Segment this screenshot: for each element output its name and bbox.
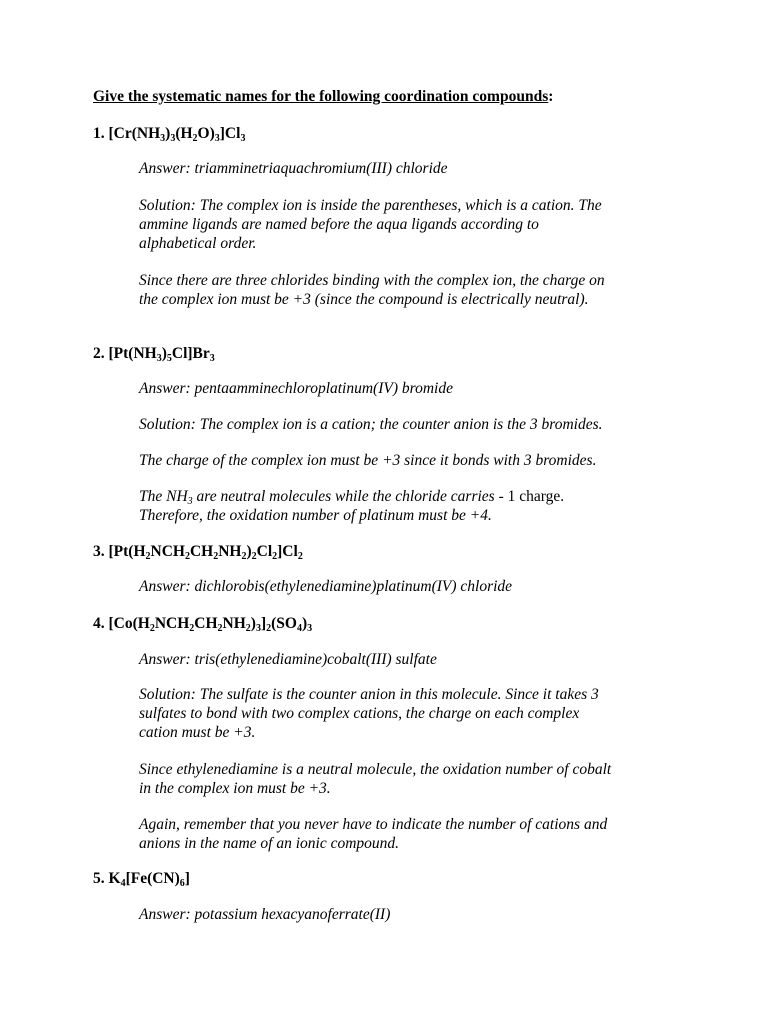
- formula-subscript: 3: [255, 623, 261, 634]
- formula-text: NH: [222, 615, 246, 632]
- formula-text: ]: [260, 615, 267, 632]
- question-2-solution: Solution: The complex ion is a cation; the counter anion is the 3 bromides.: [139, 416, 603, 433]
- formula-subscript: 3: [240, 133, 246, 144]
- formula-text: [Pt(H: [108, 543, 146, 560]
- formula-subscript: 3: [170, 133, 176, 144]
- chemical-formula: [109, 125, 246, 142]
- formula-text: [Pt(NH: [108, 345, 157, 362]
- formula-subscript: 2: [245, 623, 251, 634]
- question-1-formula: [93, 124, 245, 143]
- chemical-formula: [109, 543, 303, 560]
- formula-subscript: 2: [149, 623, 155, 634]
- question-3-answer: Answer: dichlorobis(ethylenediamine)platinum(IV) chloride: [139, 578, 513, 595]
- formula-text: (SO: [271, 615, 297, 632]
- question-2-charge-note: The charge of the complex ion must be +3 since it bonds with 3 bromides.: [139, 452, 597, 469]
- formula-subscript: 2: [297, 551, 303, 562]
- formula-text: ): [301, 615, 308, 632]
- formula-subscript: 4: [120, 878, 126, 889]
- formula-text: K: [108, 870, 121, 887]
- formula-text: [Fe(CN): [125, 870, 180, 887]
- question-number: 4.: [93, 615, 105, 632]
- formula-subscript: 6: [179, 878, 185, 889]
- question-4-answer: Answer: tris(ethylenediamine)cobalt(III) sulfate: [139, 651, 437, 668]
- formula-text: CH: [189, 543, 214, 560]
- question-2-formula: [93, 344, 215, 363]
- formula-text: NH: [218, 543, 242, 560]
- formula-text: ]: [184, 870, 190, 887]
- question-number: 2.: [93, 345, 105, 362]
- formula-text: ): [246, 543, 252, 560]
- formula-text: CH: [194, 615, 218, 632]
- formula-subscript: 2: [251, 551, 257, 562]
- question-5-formula: [93, 869, 190, 888]
- formula-subscript: 2: [184, 551, 190, 562]
- minus-charge: - 1 charge.: [498, 488, 565, 505]
- formula-subscript: 2: [145, 551, 151, 562]
- heading-text: Give the systematic names for the following coordination compounds: [93, 88, 549, 105]
- formula-text: (H: [175, 125, 193, 142]
- formula-subscript: 2: [241, 551, 247, 562]
- question-4-reminder: Again, remember that you never have to indicate the number of cations and anions in the name of an ionic compound.: [139, 816, 608, 852]
- formula-subscript: 2: [189, 623, 195, 634]
- formula-subscript: 3: [307, 623, 313, 634]
- formula-text: Cl]Br: [171, 345, 210, 362]
- formula-text: [Co(H: [108, 615, 150, 632]
- oxidation-line: Therefore, the oxidation number of platinum must be +4.: [139, 507, 492, 524]
- question-number: 3.: [93, 543, 105, 560]
- chemical-formula: [109, 345, 215, 362]
- question-3-formula: [93, 542, 303, 561]
- formula-text: [Cr(NH: [108, 125, 161, 142]
- formula-text: O): [197, 125, 215, 142]
- formula-text: NCH: [150, 543, 185, 560]
- question-2-oxidation-note: [139, 487, 684, 525]
- formula-text: ): [161, 345, 167, 362]
- formula-subscript: 2: [266, 623, 272, 634]
- question-number: 1.: [93, 125, 105, 142]
- formula-subscript: 2: [217, 623, 223, 634]
- question-1-answer: Answer: triamminetriaquachromium(III) chloride: [139, 160, 448, 177]
- question-4-formula: [93, 614, 312, 633]
- question-2-answer: Answer: pentaamminechloroplatinum(IV) bromide: [139, 380, 453, 397]
- formula-subscript: 4: [296, 623, 302, 634]
- page-heading: [93, 88, 553, 106]
- question-1-solution: Solution: The complex ion is inside the parentheses, which is a cation. The ammine ligands are named before the aqua ligands according to alphabetical order.: [139, 197, 602, 252]
- question-1-charge-note: Since there are three chlorides binding with the complex ion, the charge on the complex ion must be +3 (since the compound is electrically neutral).: [139, 272, 605, 308]
- formula-text: ): [165, 125, 171, 142]
- formula-subscript: 3: [214, 133, 220, 144]
- formula-subscript: 2: [272, 551, 278, 562]
- formula-text: NCH: [154, 615, 190, 632]
- formula-text: ]Cl: [277, 543, 298, 560]
- formula-subscript: 5: [166, 353, 172, 364]
- nh3-subscript: 3: [187, 496, 193, 507]
- formula-subscript: 2: [213, 551, 219, 562]
- formula-text: ): [250, 615, 256, 632]
- nh3-text: The NH: [139, 488, 188, 505]
- formula-text: Cl: [256, 543, 273, 560]
- question-4-oxidation-note: Since ethylenediamine is a neutral molecule, the oxidation number of cobalt in the complex ion must be +3.: [139, 761, 612, 797]
- formula-subscript: 3: [209, 353, 215, 364]
- question-5-answer: Answer: potassium hexacyanoferrate(II): [139, 906, 391, 923]
- formula-text: ]Cl: [219, 125, 241, 142]
- formula-subscript: 3: [160, 133, 166, 144]
- question-number: 5.: [93, 870, 105, 887]
- heading-colon: :: [548, 88, 554, 105]
- chemical-formula: [109, 870, 190, 887]
- formula-subscript: 3: [156, 353, 162, 364]
- chemical-formula: [109, 615, 313, 632]
- nh3-text-cont: are neutral molecules while the chloride carries: [192, 488, 499, 505]
- question-4-solution: Solution: The sulfate is the counter anion in this molecule. Since it takes 3 sulfates to bond with two complex cations, the charge on each complex cation must be +3.: [139, 686, 599, 741]
- formula-subscript: 2: [192, 133, 198, 144]
